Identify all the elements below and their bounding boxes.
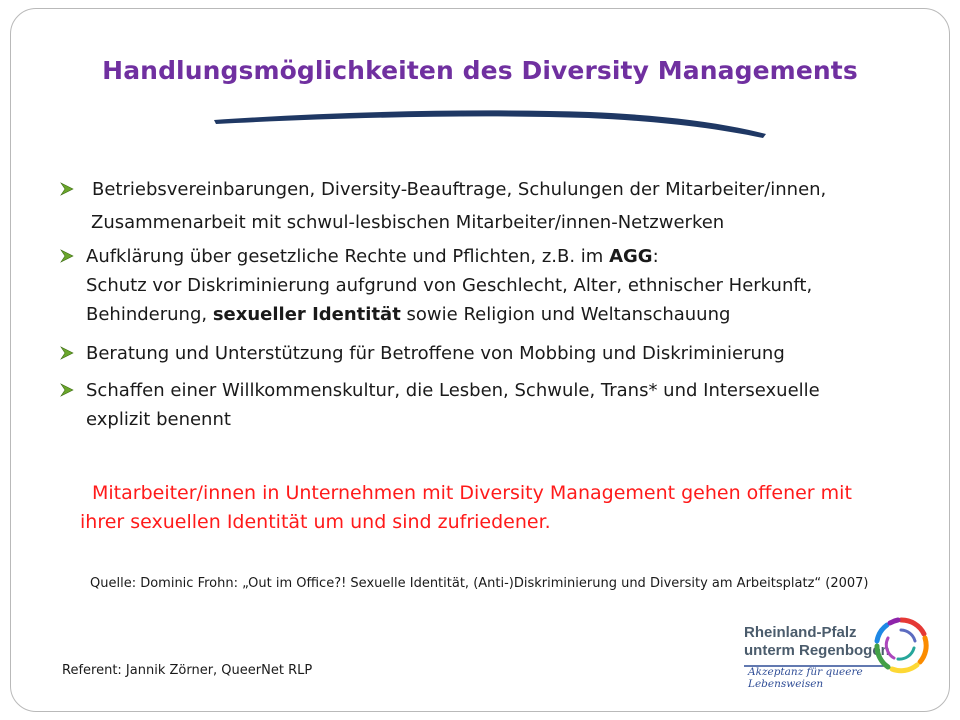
bullet-2-line-2: Schutz vor Diskriminierung aufgrund von Geschlecht, Alter, ethnischer Herkunft, [86,275,813,296]
rlp-rainbow-logo [744,614,934,692]
rainbow-swirl-logo-icon [870,614,932,676]
bullet-2-line-1-text: Aufklärung über gesetzliche Rechte und Pflichten, z.B. im [86,246,610,267]
highlight-line-1: Mitarbeiter/innen in Unternehmen mit Diversity Management gehen offener mit [92,482,852,504]
arrow-bullet-icon [60,249,74,263]
bullet-2-line-3-b: sowie Religion und Weltanschauung [400,304,731,325]
highlight-line-2: ihrer sexuellen Identität um und sind zufriedener. [80,511,551,533]
arrow-bullet-icon [60,346,74,360]
logo-tagline: Akzeptanz für queere Lebensweisen [748,666,863,690]
arrow-bullet-icon [60,383,74,397]
logo-line-2: unterm Regenbogen [744,642,890,659]
logo-line-1: Rheinland-Pfalz [744,624,857,641]
slide-title: Handlungsmöglichkeiten des Diversity Managements [102,56,858,85]
bullet-item-2 [60,242,920,329]
arrow-bullet-icon [60,182,74,196]
bullet-2-line-3 [60,300,920,329]
bullet-2-line-3-a: Behinderung, [86,304,213,325]
bullet-item-1 [60,175,920,237]
title-swoosh-decoration [210,104,770,140]
sexual-identity-term: sexueller Identität [212,304,401,325]
highlight-statement [80,479,908,537]
bullet-4-line-1: Schaffen einer Willkommenskultur, die Lesben, Schwule, Trans* und Intersexuelle [86,380,820,401]
agg-term: AGG [609,246,653,267]
bullet-2-line-1-end: : [652,246,659,267]
bullet-item-4 [60,376,920,434]
bullet-item-3 [60,339,920,368]
bullet-1-line-1: Betriebsvereinbarungen, Diversity-Beauftrage, Schulungen der Mitarbeiter/innen, [92,179,827,200]
bullet-4-line-2: explizit benennt [86,409,231,430]
bullet-3-text: Beratung und Unterstützung für Betroffene von Mobbing und Diskriminierung [86,343,785,364]
presenter-footer: Referent: Jannik Zörner, QueerNet RLP [62,663,313,678]
bullet-1-line-2: Zusammenarbeit mit schwul-lesbischen Mitarbeiter/innen-Netzwerken [91,212,725,233]
source-citation: Quelle: Dominic Frohn: „Out im Office?! Sexuelle Identität, (Anti-)Diskriminierung und Diversity am Arbeitsplatz“ (2007) [90,576,869,591]
